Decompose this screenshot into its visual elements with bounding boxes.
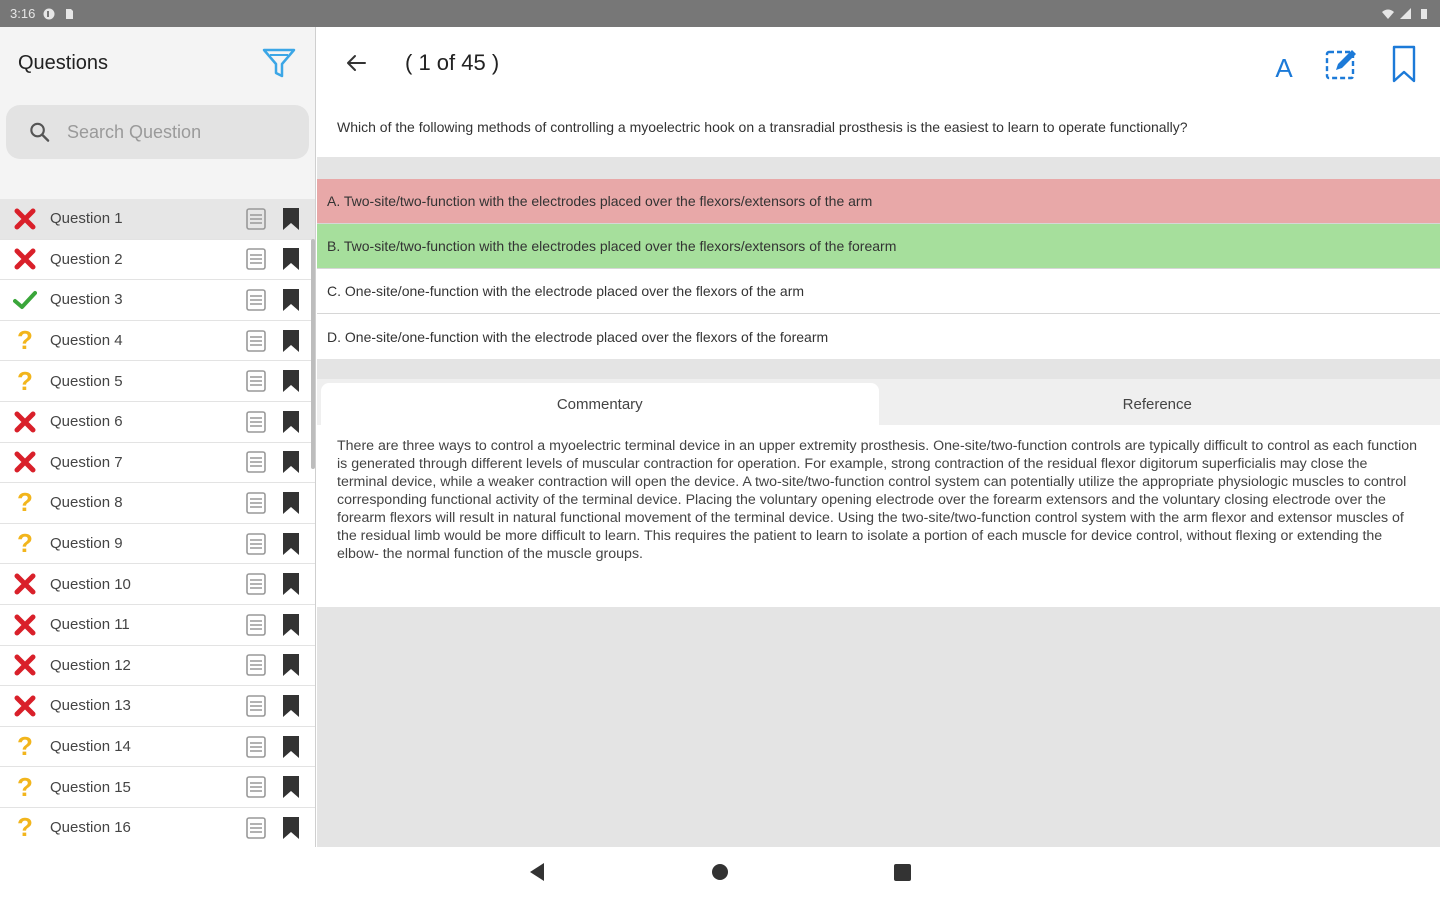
note-icon[interactable] — [245, 329, 267, 353]
wrong-x-icon — [12, 246, 38, 272]
sidebar-header — [0, 27, 315, 99]
bookmark-icon[interactable] — [281, 450, 301, 474]
tab-bar — [317, 379, 1440, 425]
answer-options — [317, 179, 1440, 359]
question-list-item[interactable] — [0, 808, 315, 847]
note-icon[interactable] — [245, 450, 267, 474]
note-icon[interactable] — [245, 775, 267, 799]
bookmark-icon[interactable] — [1386, 44, 1422, 84]
question-sidebar — [0, 27, 316, 847]
question-list-label: Question 6 — [50, 413, 123, 431]
question-list-item[interactable] — [0, 524, 315, 565]
font-size-icon[interactable]: A — [1275, 53, 1293, 83]
note-icon[interactable] — [245, 816, 267, 840]
question-list-item[interactable] — [0, 727, 315, 768]
wrong-x-icon — [12, 652, 38, 678]
nav-home-icon[interactable] — [712, 864, 728, 880]
question-mark-icon: ? — [17, 812, 33, 843]
question-list-label: Question 3 — [50, 291, 123, 309]
search-area — [0, 99, 315, 199]
wrong-x-icon — [12, 693, 38, 719]
question-list-item[interactable] — [0, 686, 315, 727]
bookmark-icon[interactable] — [281, 288, 301, 312]
question-list-label: Question 2 — [50, 250, 123, 268]
sd-card-icon — [63, 8, 75, 20]
question-list-label: Question 7 — [50, 453, 123, 471]
question-list-label: Question 13 — [50, 697, 131, 715]
note-icon[interactable] — [245, 369, 267, 393]
note-icon[interactable] — [245, 653, 267, 677]
edit-note-icon[interactable] — [1324, 44, 1360, 84]
question-mark-icon: ? — [17, 325, 33, 356]
search-box[interactable] — [6, 105, 309, 159]
filter-icon[interactable] — [261, 45, 297, 81]
sidebar-scrollbar[interactable] — [311, 239, 315, 469]
question-counter: ( 1 of 45 ) — [405, 50, 500, 75]
question-list-label: Question 12 — [50, 656, 131, 674]
question-list-label: Question 4 — [50, 332, 123, 350]
question-list-label: Question 5 — [50, 372, 123, 390]
answer-option[interactable]: C. One-site/one-function with the electrode placed over the flexors of the arm — [317, 269, 1440, 314]
bookmark-icon[interactable] — [281, 735, 301, 759]
note-icon[interactable] — [245, 288, 267, 312]
wifi-icon — [1382, 8, 1394, 20]
commentary-text: There are three ways to control a myoelectric terminal device in an upper extremity prosthesis. One-site/two-function controls are typically difficult to control as each function is generated through different levels of muscular contraction for operation. For example, strong contraction of the residual flexor digitorum superficialis may close the terminal device, while a weaker contraction will open the device. A two-site/two-function control system can potentially utilize the appropriate physiologic muscles to control corresponding functional activity of the terminal device. Placing the voluntary opening electrode over the forearm extensors and the voluntary closing electrode over the forearm flexors will result in natural functional movement of the terminal device. Using the two-site/two-function control system with the arm flexor and extensor muscles of the residual limb would be more difficult to learn. This requires the patient to learn to isolate a portion of each muscle for device control, without flexing or extending the elbow- the normal function of the muscle groups. — [317, 425, 1440, 607]
cell-signal-icon — [1400, 8, 1412, 20]
question-list-item[interactable] — [0, 646, 315, 687]
question-list-item[interactable] — [0, 321, 315, 362]
nav-back-icon[interactable] — [528, 862, 546, 882]
question-panel — [317, 27, 1440, 847]
bookmark-icon[interactable] — [281, 410, 301, 434]
answer-option[interactable]: A. Two-site/two-function with the electrodes placed over the flexors/extensors of the arm — [317, 179, 1440, 224]
question-list-item[interactable] — [0, 767, 315, 808]
note-icon[interactable] — [245, 694, 267, 718]
system-nav-bar — [0, 847, 1440, 900]
question-toolbar — [317, 27, 1440, 99]
note-icon[interactable] — [245, 735, 267, 759]
question-list-label: Question 9 — [50, 535, 123, 553]
status-time: 3:16 — [10, 6, 36, 21]
bookmark-icon[interactable] — [281, 613, 301, 637]
wrong-x-icon — [12, 449, 38, 475]
question-text: Which of the following methods of controlling a myoelectric hook on a transradial prosthesis is the easiest to learn to operate functionally? — [317, 99, 1440, 157]
question-list-item[interactable] — [0, 240, 315, 281]
wrong-x-icon — [12, 409, 38, 435]
tab-commentary[interactable]: Commentary — [321, 383, 879, 425]
search-input[interactable] — [67, 122, 287, 143]
question-mark-icon: ? — [17, 771, 33, 802]
wrong-x-icon — [12, 612, 38, 638]
note-icon[interactable] — [245, 207, 267, 231]
nav-recents-icon[interactable] — [894, 864, 911, 881]
tab-reference[interactable]: Reference — [1122, 395, 1192, 413]
question-mark-icon: ? — [17, 487, 33, 518]
question-list-item[interactable] — [0, 605, 315, 646]
bookmark-icon[interactable] — [281, 247, 301, 271]
bookmark-icon[interactable] — [281, 653, 301, 677]
answer-option[interactable]: D. One-site/one-function with the electrode placed over the flexors of the forearm — [327, 328, 829, 345]
question-list-label: Question 11 — [50, 616, 130, 634]
question-list-label: Question 8 — [50, 494, 123, 512]
bookmark-icon[interactable] — [281, 207, 301, 231]
battery-icon — [1418, 8, 1430, 20]
question-list-item[interactable] — [0, 443, 315, 484]
search-icon — [28, 120, 51, 144]
question-mark-icon: ? — [17, 365, 33, 396]
bookmark-icon[interactable] — [281, 532, 301, 556]
question-mark-icon: ? — [17, 731, 33, 762]
answer-option[interactable]: B. Two-site/two-function with the electrodes placed over the flexors/extensors of the forearm — [317, 224, 1440, 269]
question-list-label: Question 14 — [50, 738, 131, 756]
wrong-x-icon — [12, 206, 38, 232]
bookmark-icon[interactable] — [281, 694, 301, 718]
sidebar-title: Questions — [18, 51, 109, 74]
status-bar — [0, 0, 1440, 27]
bookmark-icon[interactable] — [281, 775, 301, 799]
note-icon[interactable] — [245, 410, 267, 434]
question-list — [0, 199, 315, 847]
question-list-label: Question 10 — [50, 575, 131, 593]
note-icon[interactable] — [245, 532, 267, 556]
question-list-item[interactable] — [0, 564, 315, 605]
note-icon[interactable] — [245, 613, 267, 637]
question-list-item[interactable] — [0, 483, 315, 524]
bookmark-icon[interactable] — [281, 369, 301, 393]
question-list-label: Question 15 — [50, 778, 131, 796]
wrong-x-icon — [12, 571, 38, 597]
note-icon[interactable] — [245, 247, 267, 271]
note-icon[interactable] — [245, 572, 267, 596]
bookmark-icon[interactable] — [281, 572, 301, 596]
check-icon — [12, 287, 38, 313]
question-mark-icon: ? — [17, 528, 33, 559]
note-icon[interactable] — [245, 491, 267, 515]
bookmark-icon[interactable] — [281, 816, 301, 840]
question-list-item[interactable] — [0, 361, 315, 402]
question-list-item[interactable] — [0, 402, 315, 443]
question-list-label: Question 1 — [50, 210, 123, 228]
question-list-item[interactable] — [0, 199, 315, 240]
bookmark-icon[interactable] — [281, 329, 301, 353]
bookmark-icon[interactable] — [281, 491, 301, 515]
question-list-label: Question 16 — [50, 819, 131, 837]
notification-icon — [43, 8, 55, 20]
back-arrow-icon[interactable] — [341, 48, 371, 78]
question-list-item[interactable] — [0, 280, 315, 321]
